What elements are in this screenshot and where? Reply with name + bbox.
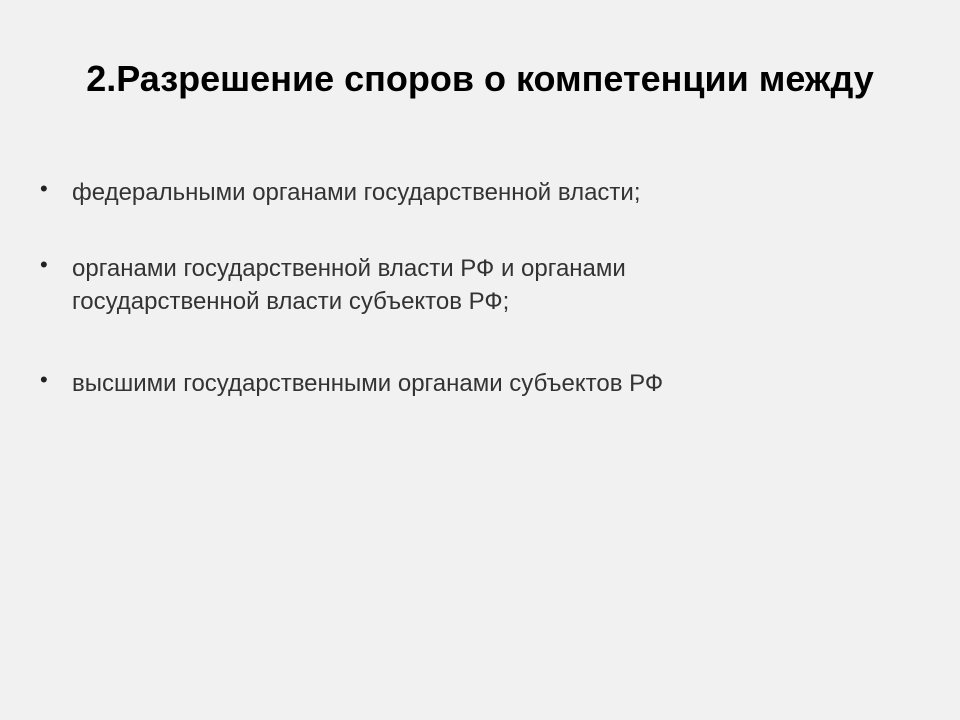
list-item: [40, 176, 900, 209]
bullet-text: высшими государственными органами субъектов РФ: [72, 370, 664, 397]
bullet-text: федеральными органами государственной власти;: [72, 179, 641, 206]
list-item: [40, 252, 900, 318]
slide-title: 2.Разрешение споров о компетенции между: [86, 58, 874, 99]
bullet-icon: •: [40, 252, 48, 277]
bullet-list: [40, 176, 900, 400]
bullet-text: органами государственной власти РФ и органами государственной власти субъектов РФ;: [72, 255, 626, 315]
bullet-icon: •: [40, 367, 48, 392]
bullet-icon: •: [40, 176, 48, 201]
list-item: [40, 367, 900, 400]
